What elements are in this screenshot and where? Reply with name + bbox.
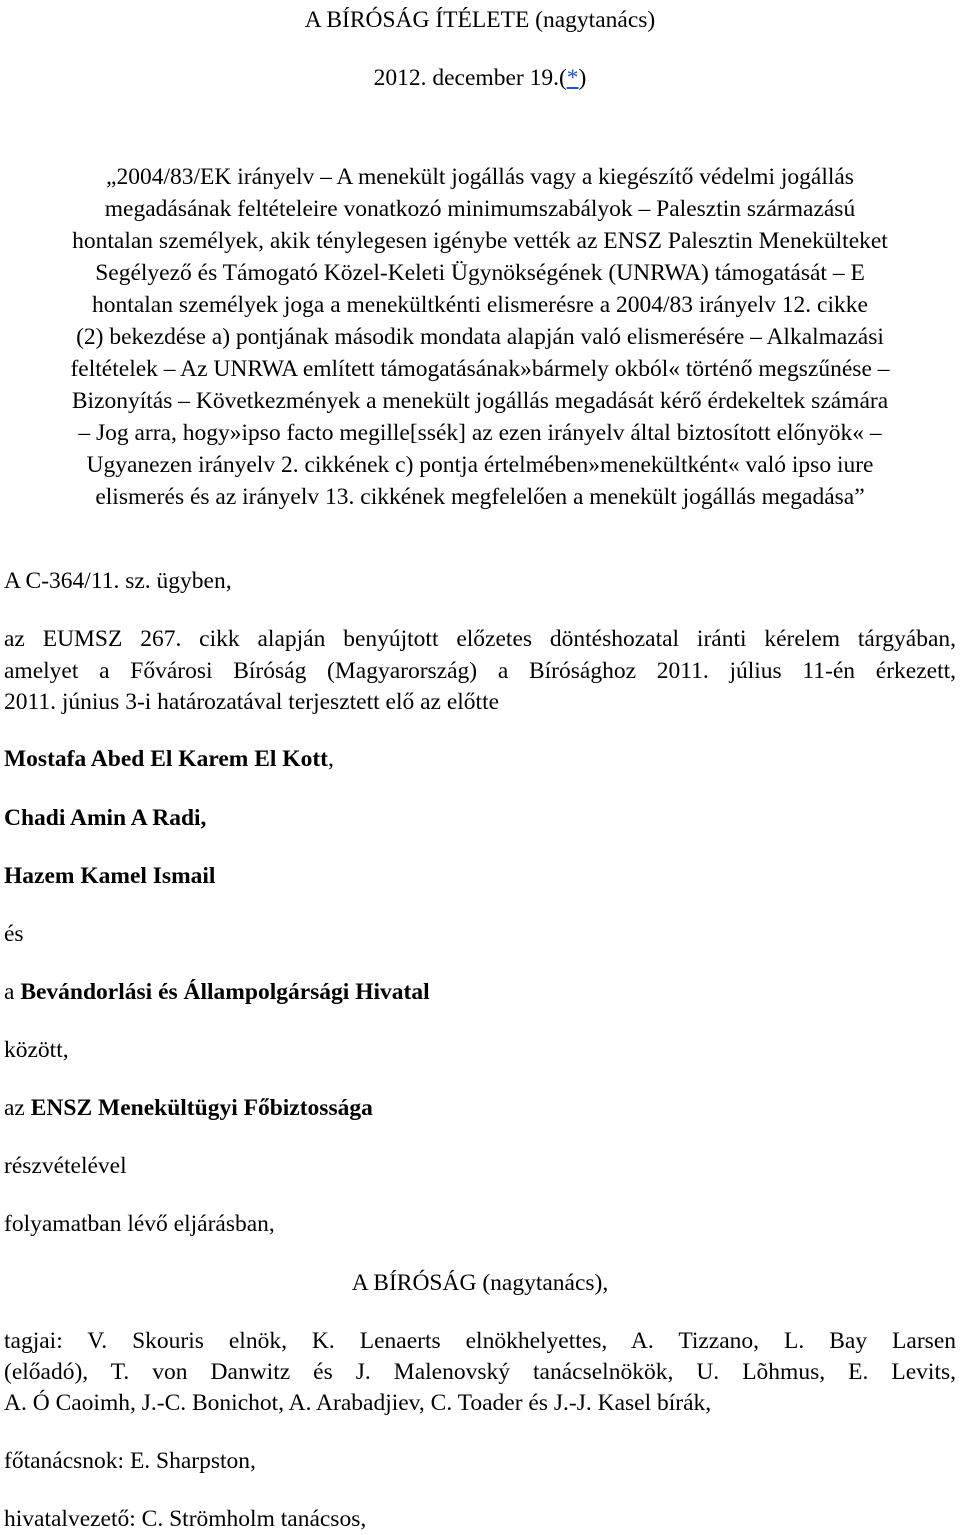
- party-3-name: Hazem Kamel Ismail: [4, 863, 216, 889]
- intro-line: az EUMSZ 267. cikk alapján benyújtott előzetes döntéshozatal iránti kérelem tárgyában,: [4, 626, 956, 652]
- summary-line: megadásának feltételeire vonatkozó minimumszabályok – Palesztin származású: [104, 196, 856, 222]
- footnote-close-paren: ): [578, 65, 587, 91]
- summary-line: hontalan személyek, akik ténylegesen igénybe vették az ENSZ Palesztin Menekülteket: [72, 228, 888, 254]
- members-line: (előadó), T. von Danwitz és J. Malenovský tanácselnökök, U. Lõhmus, E. Levits,: [4, 1359, 956, 1385]
- summary-line: hontalan személyek joga a menekültkénti elismerésre a 2004/83 irányelv 12. cikke: [92, 292, 868, 318]
- judgment-date: 2012. december 19.: [373, 65, 559, 91]
- participation-label: részvételével: [4, 1153, 127, 1179]
- judgment-date-line: [0, 64, 960, 93]
- advocate-general: főtanácsnok: E. Sharpston,: [4, 1448, 256, 1474]
- members-line: A. Ó Caoimh, J.-C. Bonichot, A. Arabadjiev, C. Toader és J.-J. Kasel bírák,: [4, 1390, 712, 1416]
- footnote-open-paren: (: [558, 65, 567, 91]
- summary-line: (2) bekezdése a) pontjának második mondata alapján való elismerésére – Alkalmazási: [76, 324, 884, 350]
- conjunction-and: és: [4, 921, 24, 947]
- summary-line: Segélyező és Támogató Közel-Keleti Ügynökségének (UNRWA) támogatását – E: [95, 260, 865, 286]
- summary-line: feltételek – Az UNRWA említett támogatásának»bármely okból« történő megszűnése –: [70, 356, 890, 382]
- intervener-name: ENSZ Menekültügyi Főbiztossága: [30, 1095, 373, 1121]
- intro-line: amelyet a Fővárosi Bíróság (Magyarország) a Bírósághoz 2011. július 11-én érkezett,: [4, 658, 956, 684]
- intro-line: 2011. június 3-i határozatával terjesztett elő az előtte: [4, 689, 500, 715]
- party-2-name: Chadi Amin A Radi,: [4, 805, 207, 831]
- party-4-name: Bevándorlási és Állampolgársági Hivatal: [20, 979, 430, 1005]
- intervener-line: [4, 1094, 956, 1123]
- footnote-link[interactable]: *: [566, 65, 579, 91]
- case-number: A C-364/11. sz. ügyben,: [4, 568, 232, 594]
- proceedings-label: folyamatban lévő eljárásban,: [4, 1211, 275, 1237]
- summary-line: Ugyanezen irányelv 2. cikkének c) pontja értelmében»menekültként« való ipso iure: [86, 452, 874, 478]
- intervener-prefix: az: [4, 1095, 31, 1121]
- summary-line: elismerés és az irányelv 13. cikkének megfelelően a menekült jogállás megadása”: [95, 484, 865, 510]
- summary-line: Bizonyítás – Következmények a menekült jogállás megadását kérő érdekeltek számára: [71, 388, 889, 414]
- judgment-title: A BÍRÓSÁG ÍTÉLETE (nagytanács): [304, 7, 656, 33]
- summary-line: – Jog arra, hogy»ipso facto megille[ssék] az ezen irányelv által biztosított előnyök« –: [78, 420, 882, 446]
- party-1-line: [4, 745, 956, 774]
- members-line: tagjai: V. Skouris elnök, K. Lenaerts elnökhelyettes, A. Tizzano, L. Bay Larsen: [4, 1328, 956, 1354]
- party-1-suffix: ,: [327, 746, 334, 772]
- party-4-line: [4, 978, 956, 1007]
- party-1-name: Mostafa Abed El Karem El Kott: [4, 746, 328, 772]
- summary-line: „2004/83/EK irányelv – A menekült jogállás vagy a kiegészítő védelmi jogállás: [106, 164, 854, 190]
- court-title: A BÍRÓSÁG (nagytanács),: [351, 1270, 609, 1296]
- case-summary: [0, 161, 960, 513]
- registrar: hivatalvezető: C. Strömholm tanácsos,: [4, 1506, 367, 1532]
- party-4-prefix: a: [4, 979, 21, 1005]
- between-label: között,: [4, 1037, 69, 1063]
